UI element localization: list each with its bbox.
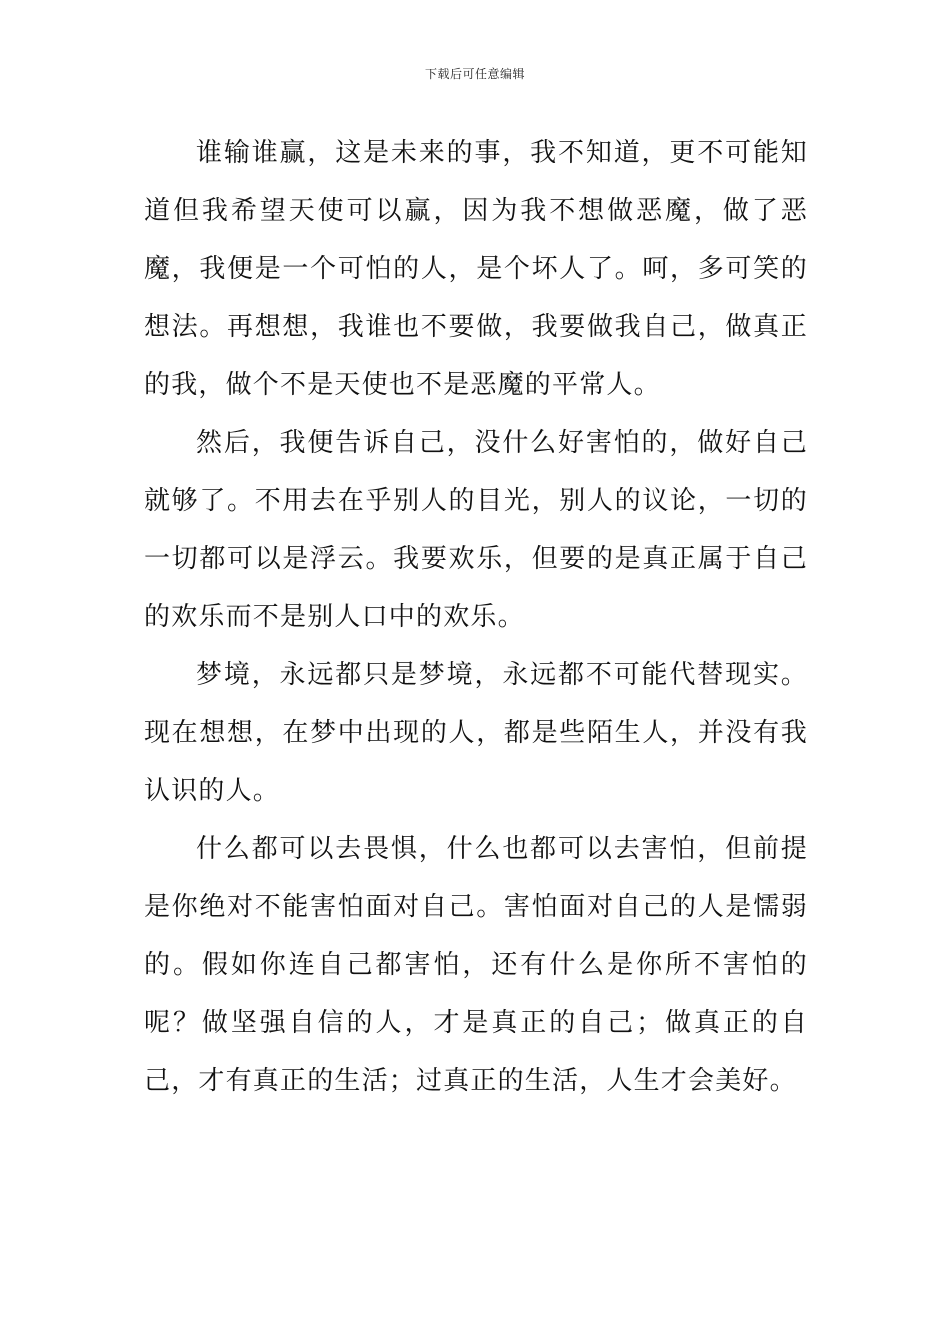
paragraph: 什么都可以去畏惧，什么也都可以去害怕，但前提是你绝对不能害怕面对自己。害怕面对自己的人是懦弱的。假如你连自己都害怕，还有什么是你所不害怕的呢？做坚强自信的人，才是真正的自己；做真正的自己，才有真正的生活；过真正的生活，人生才会美好。 — [144, 834, 808, 1096]
paragraph: 梦境，永远都只是梦境，永远都不可能代替现实。现在想想，在梦中出现的人，都是些陌生人，并没有我认识的人。 — [144, 660, 808, 806]
paragraph: 然后，我便告诉自己，没什么好害怕的，做好自己就够了。不用去在乎别人的目光，别人的议论，一切的一切都可以是浮云。我要欢乐，但要的是真正属于自己的欢乐而不是别人口中的欢乐。 — [144, 428, 808, 632]
document-body — [144, 124, 808, 1110]
page-header-note: 下载后可任意编辑 — [424, 67, 525, 81]
paragraph: 谁输谁赢，这是未来的事，我不知道，更不可能知道但我希望天使可以赢，因为我不想做恶魔，做了恶魔，我便是一个可怕的人，是个坏人了。呵，多可笑的想法。再想想，我谁也不要做，我要做我自己，做真正的我，做个不是天使也不是恶魔的平常人。 — [144, 138, 808, 400]
